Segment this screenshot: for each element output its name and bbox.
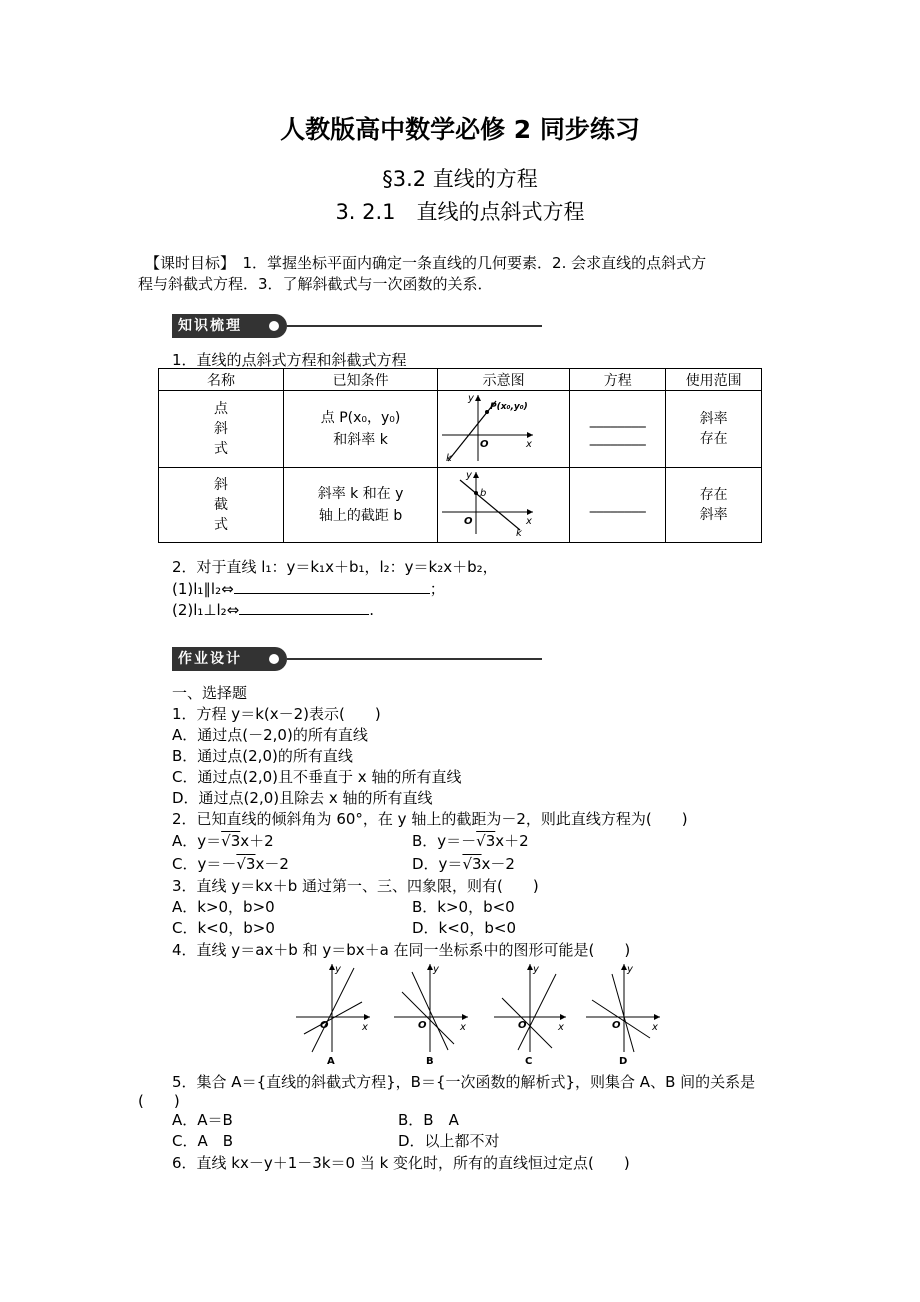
label-b: b: [480, 488, 487, 499]
knowledge-item2b: (2)l₁⊥l₂⇔ .: [172, 601, 375, 619]
label-y: y: [466, 470, 473, 481]
q3-option-c: C．k<0，b>0: [172, 919, 275, 937]
q3-option-d: D．k<0，b<0: [412, 919, 516, 937]
knowledge-banner: [172, 314, 542, 338]
table-cell-range: 存在 斜率: [666, 468, 762, 543]
option-label: D: [619, 1056, 628, 1067]
q2-option-c: C．y＝－√3x－2: [172, 855, 289, 873]
knowledge-table: [158, 368, 762, 543]
table-header: 方程: [570, 369, 666, 391]
answer-blank[interactable]: [239, 600, 369, 615]
svg-text:y: y: [627, 964, 633, 975]
question-3: 3．直线 y＝kx＋b 通过第一、三、四象限，则有( ): [172, 877, 539, 895]
table-cell-condition: 点 P(x₀，y₀) 和斜率 k: [284, 391, 438, 468]
question-4: 4．直线 y＝ax＋b 和 y＝bx＋a 在同一坐标系中的图形可能是( ): [172, 941, 631, 959]
option-label: A: [327, 1056, 335, 1067]
graph-c: [494, 964, 566, 1067]
table-cell-condition: 斜率 k 和在 y 轴上的截距 b: [284, 468, 438, 543]
table-cell-equation: ________ ________: [570, 391, 666, 468]
option-label: C: [525, 1056, 533, 1067]
table-cell-range: 斜率 存在: [666, 391, 762, 468]
label-x: x: [526, 439, 533, 450]
point-slope-diagram: [438, 391, 569, 463]
q2-option-b: B．y＝－√3x＋2: [412, 832, 529, 850]
answer-blank[interactable]: [234, 579, 430, 594]
q5-option-c: C．A B: [172, 1132, 234, 1150]
table-header: 示意图: [438, 369, 570, 391]
subsection-title: 3. 2.1 直线的点斜式方程: [335, 200, 585, 224]
q3-option-a: A．k>0，b>0: [172, 898, 275, 916]
knowledge-item2a: (1)l₁∥l₂⇔ ；: [172, 580, 445, 598]
question-1: 1．方程 y＝k(x－2)表示( ): [172, 705, 381, 723]
objective-line2: 程与斜截式方程．3．了解斜截式与一次函数的关系．: [138, 275, 493, 293]
page-title: 人教版高中数学必修 2 同步练习: [280, 115, 640, 144]
label-x: x: [526, 516, 533, 527]
objective-line1: 【课时目标】 1．掌握坐标平面内确定一条直线的几何要素．2. 会求直线的点斜式方: [145, 254, 707, 272]
label-o: O: [464, 516, 473, 527]
diagram-slope-intercept: [438, 468, 570, 543]
table-header: 使用范围: [666, 369, 762, 391]
svg-text:y: y: [433, 964, 439, 975]
question-2: 2．已知直线的倾斜角为 60°，在 y 轴上的截距为－2，则此直线方程为( ): [172, 810, 688, 828]
graph-a: [296, 964, 370, 1067]
q1-option-d: D．通过点(2,0)且除去 x 轴的所有直线: [172, 789, 433, 807]
graph-d: [586, 964, 660, 1067]
svg-text:y: y: [335, 964, 341, 975]
knowledge-item1: 1．直线的点斜式方程和斜截式方程: [172, 351, 407, 369]
svg-text:y: y: [533, 964, 539, 975]
svg-text:x: x: [460, 1022, 466, 1033]
diagram-point-slope: [438, 391, 570, 468]
label-y: y: [468, 393, 475, 404]
q1-option-c: C．通过点(2,0)且不垂直于 x 轴的所有直线: [172, 768, 462, 786]
table-cell-name: 斜 截 式: [159, 468, 284, 543]
label-k: k: [446, 453, 452, 463]
svg-text:O: O: [518, 1020, 527, 1031]
table-header: 已知条件: [284, 369, 438, 391]
slope-intercept-diagram: [438, 468, 569, 538]
banner-dot-icon: [269, 654, 279, 664]
q5-option-d: D．以上都不对: [398, 1132, 500, 1150]
section-title: §3.2 直线的方程: [382, 167, 538, 191]
knowledge-item2: 2．对于直线 l₁：y＝k₁x＋b₁，l₂：y＝k₂x＋b₂，: [172, 558, 498, 576]
question-6: 6．直线 kx－y＋1－3k＝0 当 k 变化时，所有的直线恒过定点( ): [172, 1154, 630, 1172]
svg-text:O: O: [320, 1020, 329, 1031]
svg-text:x: x: [652, 1022, 658, 1033]
svg-text:O: O: [418, 1020, 427, 1031]
q4-option-graphs: [290, 960, 670, 1068]
svg-text:O: O: [612, 1020, 621, 1031]
question-5-line1: 5．集合 A＝{直线的斜截式方程}，B＝{一次函数的解析式}，则集合 A、B 间的关系是: [172, 1073, 756, 1091]
table-cell-equation: ________: [570, 468, 666, 543]
q1-option-b: B．通过点(2,0)的所有直线: [172, 747, 353, 765]
label-k: k: [516, 528, 522, 538]
label-p: P(x₀,y₀): [490, 402, 528, 412]
graph-b: [394, 964, 468, 1067]
exercise-heading: 一、选择题: [172, 684, 248, 702]
svg-text:x: x: [558, 1022, 564, 1033]
q5-option-a: A．A＝B: [172, 1111, 233, 1129]
table-header: 名称: [159, 369, 284, 391]
q2-option-a: A．y＝√3x＋2: [172, 832, 274, 850]
q1-option-a: A．通过点(－2,0)的所有直线: [172, 726, 368, 744]
label-o: O: [480, 439, 489, 450]
banner-rule: [287, 325, 542, 327]
q3-option-b: B．k>0，b<0: [412, 898, 515, 916]
exercise-banner: [172, 647, 542, 671]
option-label: B: [426, 1056, 434, 1067]
question-5-line2: ( ): [138, 1092, 180, 1110]
q2-option-d: D．y＝√3x－2: [412, 855, 515, 873]
banner-rule: [287, 658, 542, 660]
knowledge-banner-label: 知识梳理: [172, 314, 287, 338]
svg-text:x: x: [362, 1022, 368, 1033]
banner-dot-icon: [269, 321, 279, 331]
q5-option-b: B．B A: [398, 1111, 459, 1129]
table-cell-name: 点 斜 式: [159, 391, 284, 468]
exercise-banner-label: 作业设计: [172, 647, 287, 671]
